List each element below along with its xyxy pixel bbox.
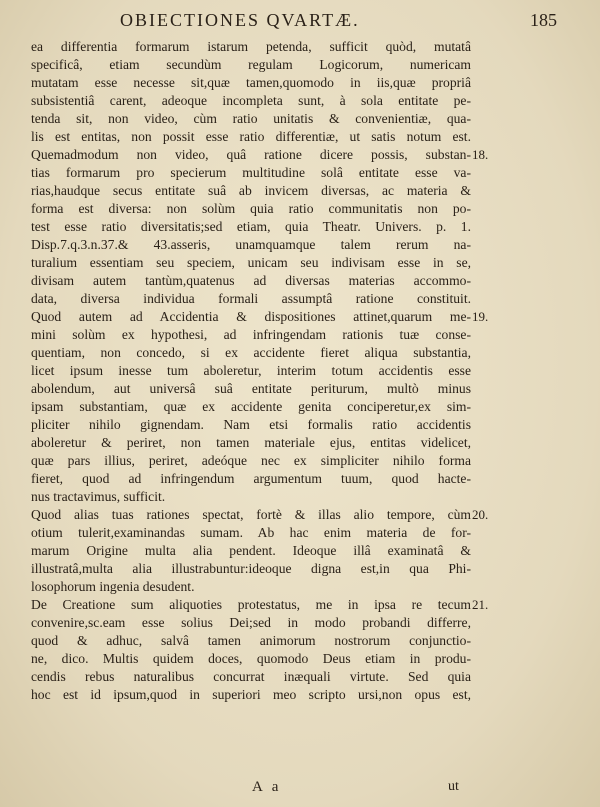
running-title: OBIECTIONES QVARTÆ. (120, 10, 360, 30)
text-line: hoc est id ipsum,quod in superiori meo scripto ursi,non opus est, (31, 687, 471, 702)
text-line: Quemadmodum non video, quâ ratione dicere possis, substan- (31, 147, 471, 162)
text-line: quentiam, non concedo, si ex accidente fieret aliqua substantia, (31, 345, 471, 360)
text-line: tenda sit, non video, cùm ratio unitatis & convenientiæ, qua- (31, 111, 471, 126)
text-line: convenire,sc.eam esse solius Dei;sed in modo probandi differre, (31, 615, 471, 630)
text-line: illustratâ,multa alia illustrabuntur:ideoque digna est,in qua Phi- (31, 561, 471, 576)
text-line: divisam autem tantùm,quatenus ad diversas materias accommo- (31, 273, 471, 288)
text-line: De Creatione sum aliquoties protestatus, me in ipsa re tecum (31, 597, 471, 612)
text-line: quæ pars illius, periret, adeóque nec ex simpliciter nihilo forma (31, 453, 471, 468)
margin-note: 20. (472, 507, 489, 522)
text-line: licet ipsum inesse tum aboleretur, interim totum accidentis esse (31, 363, 471, 378)
text-line: otium tulerit,examinandas sumam. Ab hac enim materia de for- (31, 525, 471, 540)
text-line: marum Origine multa alia pendent. Ideoque illâ examinatâ & (31, 543, 471, 558)
margin-note: 18. (472, 147, 489, 162)
text-line: Quod autem ad Accidentia & dispositiones attinet,quarum me- (31, 309, 471, 324)
text-line: ea differentia formarum istarum petenda, sufficit quòd, mutatâ (31, 39, 471, 54)
text-line: Quod alias tuas rationes spectat, fortè & illas alio tempore, cùm (31, 507, 471, 522)
catchword: ut (448, 779, 459, 794)
margin-note: 21. (472, 597, 489, 612)
text-line: aboleretur & periret, non tamen materiale ejus, entitas videlicet, (31, 435, 471, 450)
text-line: data, diversa individua formali assumptâ ratione constituit. (31, 291, 471, 306)
text-line: mini solùm ex hypothesi, ad infringendam rationis tuæ conse- (31, 327, 471, 342)
text-line: abolendum, aut universâ suâ entitate periturum, multò minus (31, 381, 471, 396)
text-line: tias formarum pro specierum multitudine solâ entitate esse va- (31, 165, 471, 180)
text-line: test esse ratio diversitatis;sed etiam, quia Theatr. Univers. p. 1. (31, 219, 471, 234)
text-line: nus tractavimus, sufficit. (31, 489, 166, 504)
page-number: 185 (530, 10, 557, 30)
margin-note: 19. (472, 309, 489, 324)
text-line: cendis rebus naturalibus concurrat inæquali virtute. Sed quia (31, 669, 471, 684)
text-line: specificâ, etiam secundùm regulam Logicorum, numericam (31, 57, 471, 72)
text-line: pliciter nihilo gignendam. Nam etsi formalis ratio accidentis (31, 417, 471, 432)
text-line: quod & adhuc, salvâ tamen animorum nostrorum conjunctio- (31, 633, 471, 648)
signature-mark: A a (252, 779, 282, 795)
text-line: lis est entitas, non possit esse ratio differentiæ, ut satis notum est. (31, 129, 471, 144)
text-line: ipsam substantiam, quæ ex accidente genita conciperetur,ex sim- (31, 399, 471, 414)
text-line: Disp.7.q.3.n.37.& 43.asseris, unamquamque talem rerum na- (31, 237, 471, 252)
text-line: rias,haudque secus entitate suâ ab invicem diversas, ac materia & (31, 183, 471, 198)
text-line: mutatam esse necesse sit,quæ tamen,quomodo in iis,quæ propriâ (31, 75, 471, 90)
text-line: forma est diversa: non solùm quia ratio communitatis non po- (31, 201, 471, 216)
text-line: losophorum ingenia desudent. (31, 579, 195, 594)
text-line: ne, dico. Multis quidem doces, quomodo Deus etiam in produ- (31, 651, 471, 666)
text-line: turalium essentiam seu speciem, unicam seu indivisam esse in se, (31, 255, 471, 270)
text-line: subsistentiâ carent, adeoque incompleta sunt, à sola entitate pe- (31, 93, 471, 108)
text-line: fieret, quod ad infringendum argumentum tuum, quod hacte- (31, 471, 471, 486)
